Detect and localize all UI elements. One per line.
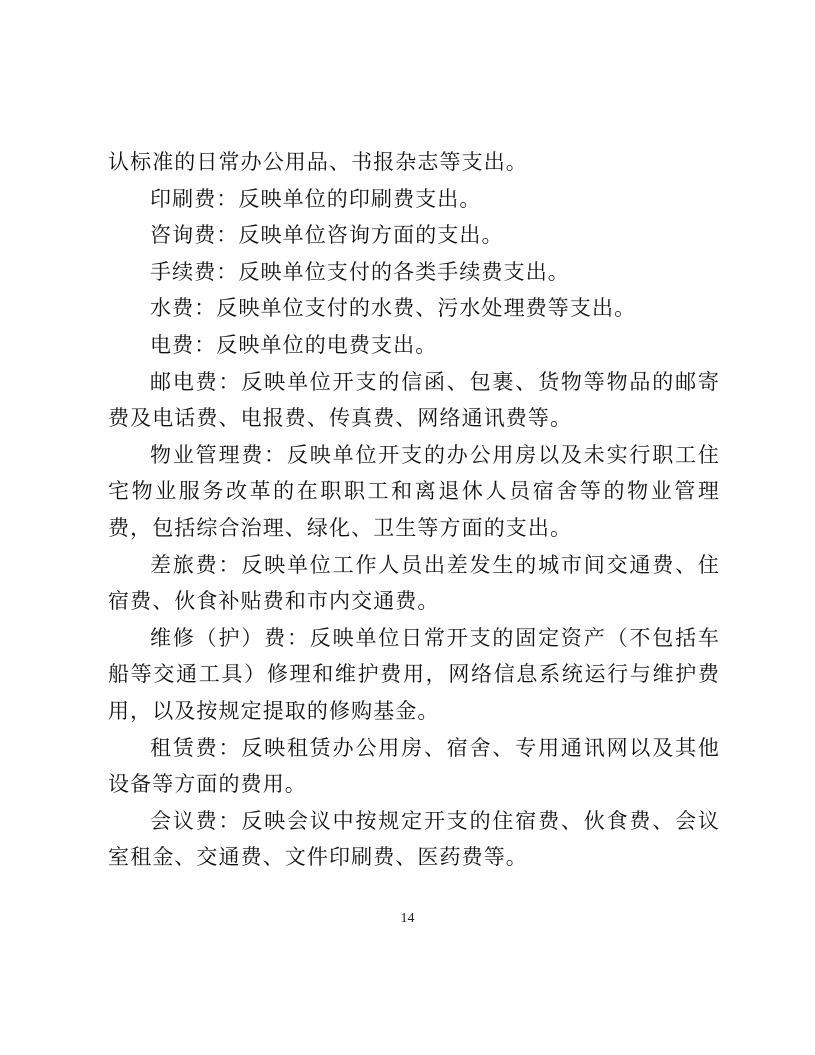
- paragraph-meeting-fee: 会议费：反映会议中按规定开支的住宿费、伙食费、会议室租金、交通费、文件印刷费、医药费等。: [108, 808, 720, 870]
- paragraph-printing-fee: 印刷费：反映单位的印刷费支出。: [150, 186, 482, 211]
- paragraph-property-management-fee: 物业管理费：反映单位开支的办公用房以及未实行职工住宅物业服务改革的在职职工和离退休人员宿舍等的物业管理费，包括综合治理、绿化、卫生等方面的支出。: [108, 442, 720, 540]
- paragraph-travel-expense: 差旅费：反映单位工作人员出差发生的城市间交通费、住宿费、伙食补贴费和市内交通费。: [108, 552, 720, 614]
- paragraph-handling-fee: 手续费：反映单位支付的各类手续费支出。: [150, 259, 570, 284]
- paragraph-maintenance-fee: 维修（护）费：反映单位日常开支的固定资产（不包括车船等交通工具）修理和维护费用，网络信息系统运行与维护费用，以及按规定提取的修购基金。: [108, 625, 720, 723]
- paragraph-postal-telecom-fee: 邮电费：反映单位开支的信函、包裹、货物等物品的邮寄费及电话费、电报费、传真费、网络通讯费等。: [108, 369, 720, 431]
- page-number: 14: [400, 911, 415, 926]
- paragraph-water-fee: 水费：反映单位支付的水费、污水处理费等支出。: [150, 296, 637, 321]
- paragraph-rental-fee: 租赁费：反映租赁办公用房、宿舍、专用通讯网以及其他设备等方面的费用。: [108, 735, 720, 797]
- paragraph-electricity-fee: 电费：反映单位的电费支出。: [150, 332, 438, 357]
- body-text: [108, 144, 720, 876]
- paragraph-continuation: 认标准的日常办公用品、书报杂志等支出。: [108, 150, 528, 174]
- paragraph-consulting-fee: 咨询费：反映单位咨询方面的支出。: [150, 223, 504, 248]
